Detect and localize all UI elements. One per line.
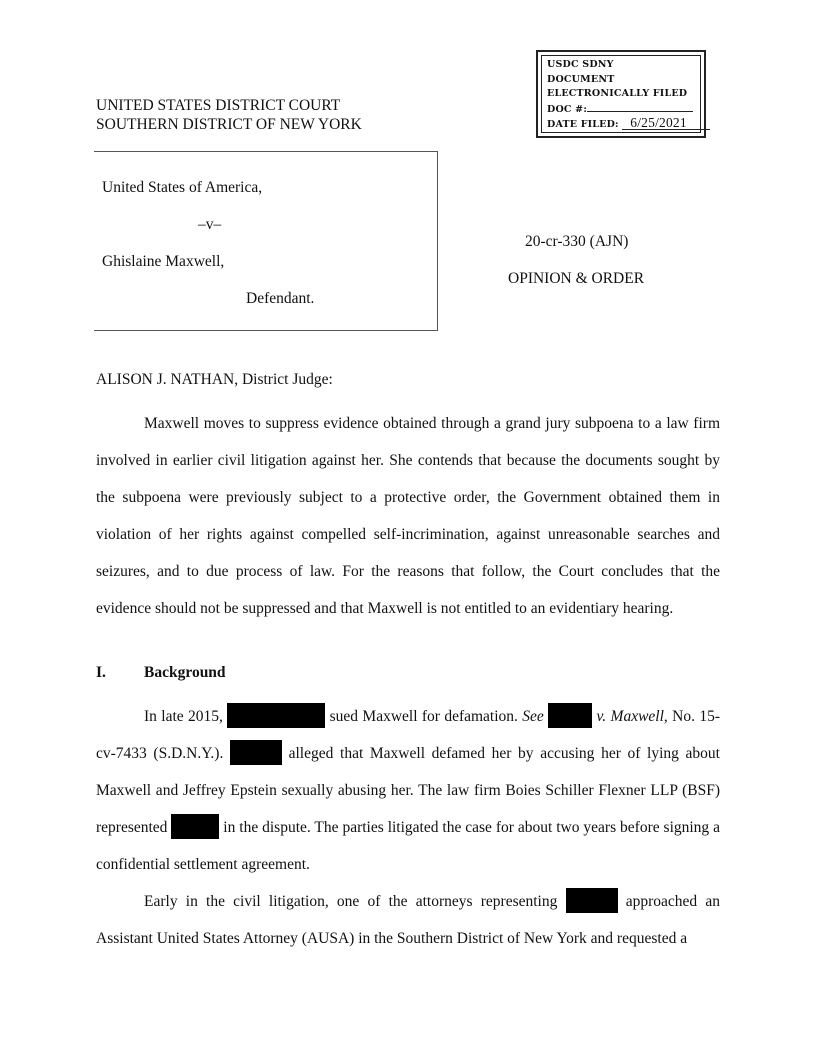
section-title: Background xyxy=(144,664,226,681)
text-run: In late 2015, xyxy=(144,708,228,725)
stamp-date-value: 6/25/2021 xyxy=(622,117,710,130)
background-paragraph-2 xyxy=(96,883,720,957)
background-paragraph-1 xyxy=(96,698,720,883)
caption-defendant-name: Ghislaine Maxwell, xyxy=(102,253,225,270)
stamp-doc-field xyxy=(587,102,693,112)
citation-signal: See xyxy=(522,708,544,725)
text-run: alleged that Maxwell defamed her by accusing her of lying about Maxwell and Jeffrey Epstein sexually abusing her. The law firm Boies Schiller Flexner LLP (BSF) represented xyxy=(96,745,720,836)
section-number: I. xyxy=(96,664,106,681)
text-run: approached an Assistant United States Attorney (AUSA) in the Southern District of New York and requested a xyxy=(96,893,720,947)
court-name: UNITED STATES DISTRICT COURT xyxy=(96,97,341,114)
redaction-block xyxy=(230,740,282,765)
background-section xyxy=(96,698,720,957)
caption-defendant-label: Defendant. xyxy=(246,290,315,307)
filing-stamp xyxy=(536,50,706,138)
stamp-electronically-filed: ELECTRONICALLY FILED xyxy=(547,88,688,100)
redaction-block xyxy=(227,703,325,728)
case-caption-box xyxy=(94,151,438,331)
court-header xyxy=(96,96,362,134)
document-type: OPINION & ORDER xyxy=(508,270,645,287)
stamp-document: DOCUMENT xyxy=(547,73,615,85)
redaction-block xyxy=(548,703,592,728)
redaction-block xyxy=(171,814,219,839)
text-run: , No. 15-cv-7433 (S.D.N.Y.). xyxy=(96,708,720,762)
text-run: sued Maxwell for defamation. xyxy=(325,708,523,725)
redaction-block xyxy=(566,888,618,913)
stamp-court: USDC SDNY xyxy=(547,59,614,70)
stamp-date-label: DATE FILED: xyxy=(547,119,619,131)
intro-paragraph: Maxwell moves to suppress evidence obtained through a grand jury subpoena to a law firm involved in earlier civil litigation against her. She contends that because the documents sought by the subpoena were previously subject to a protective order, the Government obtained them in violation of her rights against compelled self-incrimination, against unreasonable searches and seizures, and to due process of law. For the reasons that follow, the Court concludes that the evidence should not be suppressed and that Maxwell is not entitled to an evidentiary hearing. xyxy=(96,415,720,617)
section-heading xyxy=(96,664,226,682)
caption-plaintiff: United States of America, xyxy=(102,179,263,196)
case-name: v. Maxwell xyxy=(592,708,664,725)
stamp-doc-label: DOC #: xyxy=(547,103,588,115)
case-number: 20-cr-330 (AJN) xyxy=(525,233,629,250)
judge-line: ALISON J. NATHAN, District Judge: xyxy=(96,371,333,388)
caption-versus: –v– xyxy=(198,216,222,233)
text-run: in the dispute. The parties litigated the case for about two years before signing a confidential settlement agreement. xyxy=(96,819,720,873)
text-run: Early in the civil litigation, one of the attorneys representing xyxy=(144,893,566,910)
court-district: SOUTHERN DISTRICT OF NEW YORK xyxy=(96,116,362,133)
intro-section xyxy=(96,405,720,627)
